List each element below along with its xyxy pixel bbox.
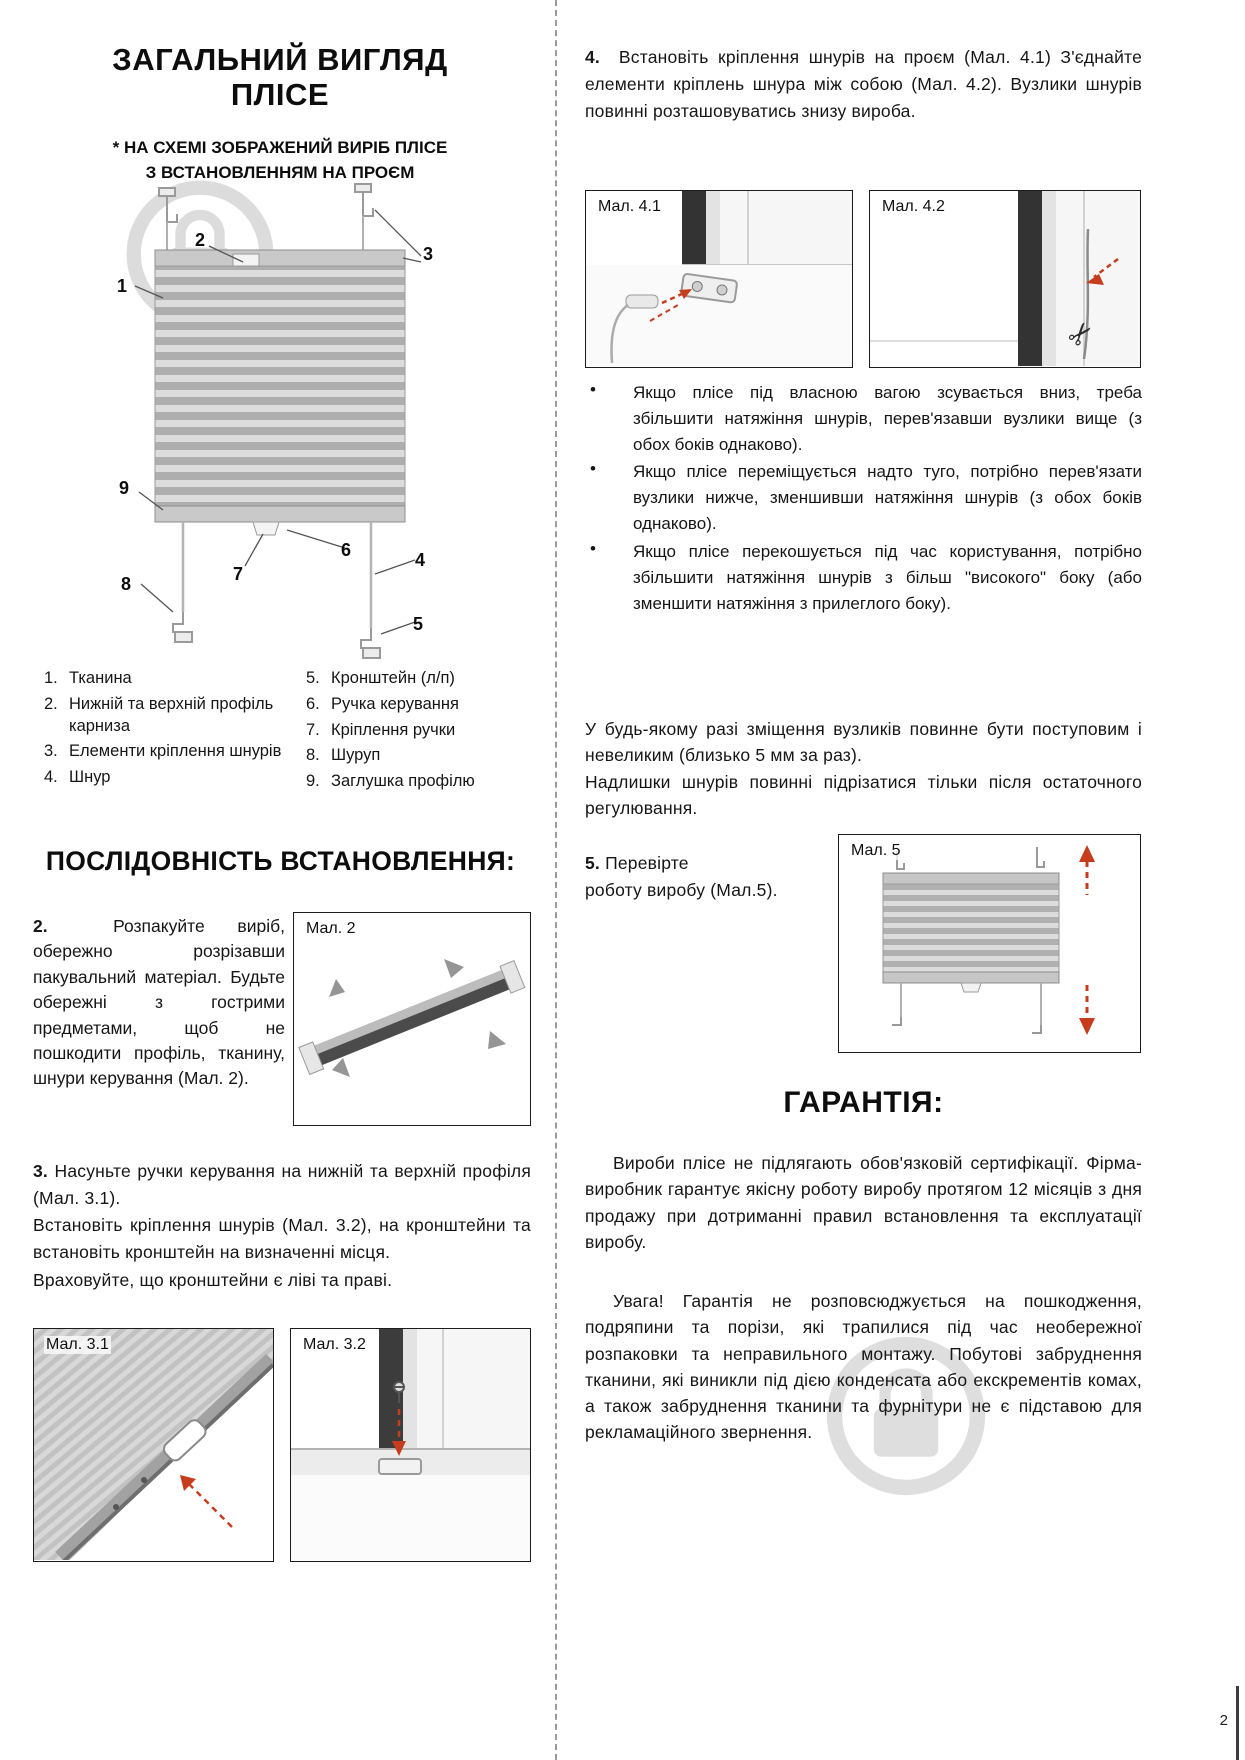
warranty-paragraph-2: Увага! Гарантія не розповсюджується на пошкодження, подряпини та порізи, які трапилися під час необережної розпаковки та неправильного монтажу. Побутові забруднення тканини, які виникли під дією конденсата або екскрементів комах, а також забруднення тканини та фурнітури не є підставою для рекламаційного звернення. xyxy=(585,1291,1142,1443)
scissors-icon: ✂ xyxy=(1060,314,1103,355)
legend-num: 9. xyxy=(306,772,320,791)
figure-3-2-label: Мал. 3.2 xyxy=(303,1336,366,1353)
figure-5 xyxy=(838,834,1141,1053)
callout-1: 1 xyxy=(117,276,128,296)
page-subtitle-line1: * НА СХЕМІ ЗОБРАЖЕНИЙ ВИРІБ ПЛІСЕ xyxy=(112,138,448,157)
page-title-line1: ЗАГАЛЬНИЙ ВИГЛЯД xyxy=(112,42,448,77)
note-paragraph-1: У будь-якому разі зміщення вузликів повинне бути поступовим і невеликим (близько 5 мм за раз). xyxy=(585,719,1142,766)
figure-5-drawing xyxy=(839,835,1140,1051)
legend-num: 2. xyxy=(44,694,58,713)
legend-num: 8. xyxy=(306,746,320,765)
callout-7: 7 xyxy=(233,564,244,584)
figure-2-label: Мал. 2 xyxy=(306,920,356,937)
step-3-paragraph-2: Встановіть кріплення шнурів (Мал. 3.2), на кронштейни та встановіть кронштейн на визначенні місця. xyxy=(33,1215,531,1263)
legend-column-left xyxy=(44,668,306,797)
legend-item xyxy=(306,745,539,767)
page-subtitle-line2: З ВСТАНОВЛЕННЯМ НА ПРОЄМ xyxy=(145,162,415,182)
step-2-text: Розпакуйте виріб, обережно розрізавши пакувальний матеріал. Будьте обережні з гострими предметами, щоб не пошкодити профіль, тканину, шнури керування (Мал. 2). xyxy=(33,916,285,1089)
figure-4-1 xyxy=(585,190,853,368)
note-paragraph-2: Надлишки шнурів повинні підрізатися тільки після остаточного регулювання. xyxy=(585,771,1142,818)
figure-3-1-drawing xyxy=(34,1329,273,1560)
legend-item xyxy=(306,771,539,793)
step-5-text-1: Перевірте xyxy=(605,853,689,873)
step-5-line1 xyxy=(585,850,835,877)
figure-2-drawing xyxy=(294,913,530,1124)
warranty-title: ГАРАНТІЯ: xyxy=(783,1086,944,1119)
legend-column-right xyxy=(306,668,539,797)
bullet-text: Якщо плісе переміщується надто туго, потрібно перев'язати вузлики нижче, зменшивши натяжіння шнурів (з обох боків однаково). xyxy=(633,462,1142,534)
legend-num: 3. xyxy=(44,742,58,761)
legend-item xyxy=(44,668,306,690)
blind-diagram-drawing xyxy=(103,180,473,670)
warranty-paragraph-1: Вироби плісе не підлягають обов'язковій сертифікації. Фірма-виробник гарантує якісну роботу виробу протягом 12 місяців з дня продажу при дотриманні правил встановлення та експлуатації виробу. xyxy=(585,1153,1142,1252)
bullet-item xyxy=(585,539,1142,616)
bullet-text: Якщо плісе під власною вагою зсувається вниз, треба збільшити натяжіння шнурів, перев'язавши вузлики вище (з обох боків однаково). xyxy=(633,383,1142,454)
legend-num: 1. xyxy=(44,669,58,687)
diagram-legend xyxy=(44,668,539,797)
page-edge-line xyxy=(1236,1686,1239,1760)
figure-5-label: Мал. 5 xyxy=(851,842,901,859)
bullet-item xyxy=(585,459,1142,536)
callout-3: 3 xyxy=(423,244,434,264)
page-title-line2: ПЛІСЕ xyxy=(230,77,330,113)
step-3-number: 3. xyxy=(33,1161,48,1181)
legend-item xyxy=(44,741,306,763)
legend-label: Кронштейн (л/п) xyxy=(331,669,455,687)
knot-adjustment-note xyxy=(585,716,1142,821)
figure-3-1 xyxy=(33,1328,274,1562)
step-3-block xyxy=(33,1158,531,1294)
section-title-installation: ПОСЛІДОВНІСТЬ ВСТАНОВЛЕННЯ: xyxy=(45,846,516,876)
legend-label: Ручка керування xyxy=(331,694,459,713)
callout-9: 9 xyxy=(119,478,130,498)
step-5-line2: роботу виробу (Мал.5). xyxy=(585,880,778,901)
legend-item xyxy=(306,720,539,742)
figure-3-1-label: Мал. 3.1 xyxy=(46,1336,109,1353)
legend-label: Елементи кріплення шнурів xyxy=(69,742,282,761)
callout-2: 2 xyxy=(195,230,206,250)
callout-6: 6 xyxy=(341,540,352,560)
figure-3-2 xyxy=(290,1328,531,1562)
step-4-paragraph xyxy=(585,44,1142,125)
legend-item xyxy=(306,668,539,690)
bullet-text: Якщо плісе перекошується під час користування, потрібно збільшити натяжіння шнурів з більш "високого" боку (або зменшити натяжіння з прилеглого боку). xyxy=(633,541,1142,613)
figure-4-2-drawing xyxy=(870,191,1140,366)
blind-overview-diagram xyxy=(103,180,473,670)
legend-label: Кріплення ручки xyxy=(331,720,456,739)
legend-num: 4. xyxy=(44,768,58,787)
step-4-number: 4. xyxy=(585,47,600,67)
legend-label: Шуруп xyxy=(331,746,381,765)
legend-label: Нижній та верхній профіль карниза xyxy=(69,694,274,735)
callout-8: 8 xyxy=(121,574,132,594)
legend-item xyxy=(44,694,306,738)
step-4-text: Встановіть кріплення шнурів на проєм (Мал. 4.1) З'єднайте елементи кріплень шнура між собою (Мал. 4.2). Вузлики шнурів повинні розташовуватись знизу вироба. xyxy=(585,47,1143,122)
step-5-paragraph xyxy=(585,850,835,904)
page-number: 2 xyxy=(1219,1712,1228,1729)
figure-4-2 xyxy=(869,190,1141,368)
figure-4-1-label: Мал. 4.1 xyxy=(598,198,661,215)
bullet-item xyxy=(585,380,1142,457)
figure-3-2-drawing xyxy=(291,1329,530,1560)
column-divider xyxy=(555,0,557,1760)
legend-num: 5. xyxy=(306,669,320,687)
legend-item xyxy=(44,767,306,789)
step-3-paragraph-1 xyxy=(33,1158,531,1212)
bullet-marker: • xyxy=(590,538,596,558)
callout-5: 5 xyxy=(413,614,424,634)
step-3-paragraph-3: Враховуйте, що кронштейни є ліві та праві. xyxy=(33,1269,393,1290)
step-5-number: 5. xyxy=(585,853,600,873)
legend-num: 7. xyxy=(306,720,320,739)
legend-num: 6. xyxy=(306,694,320,713)
step-3-text-1: Насуньте ручки керування на нижній та верхній профіля (Мал. 3.1). xyxy=(33,1161,531,1209)
page-subtitle xyxy=(70,136,490,185)
legend-label: Шнур xyxy=(69,768,111,787)
callout-4: 4 xyxy=(415,550,426,570)
legend-label: Тканина xyxy=(69,669,132,687)
figure-4-2-label: Мал. 4.2 xyxy=(882,198,945,215)
figure-4-1-drawing xyxy=(586,191,852,366)
adjustment-bullet-list xyxy=(585,380,1142,618)
step-2-paragraph xyxy=(33,914,285,1092)
figure-2 xyxy=(293,912,531,1126)
step-2-number: 2. xyxy=(33,916,48,936)
bullet-marker: • xyxy=(590,459,596,479)
bullet-marker: • xyxy=(590,380,596,399)
legend-item xyxy=(306,694,539,716)
page-title xyxy=(70,42,490,113)
legend-label: Заглушка профілю xyxy=(331,772,475,791)
